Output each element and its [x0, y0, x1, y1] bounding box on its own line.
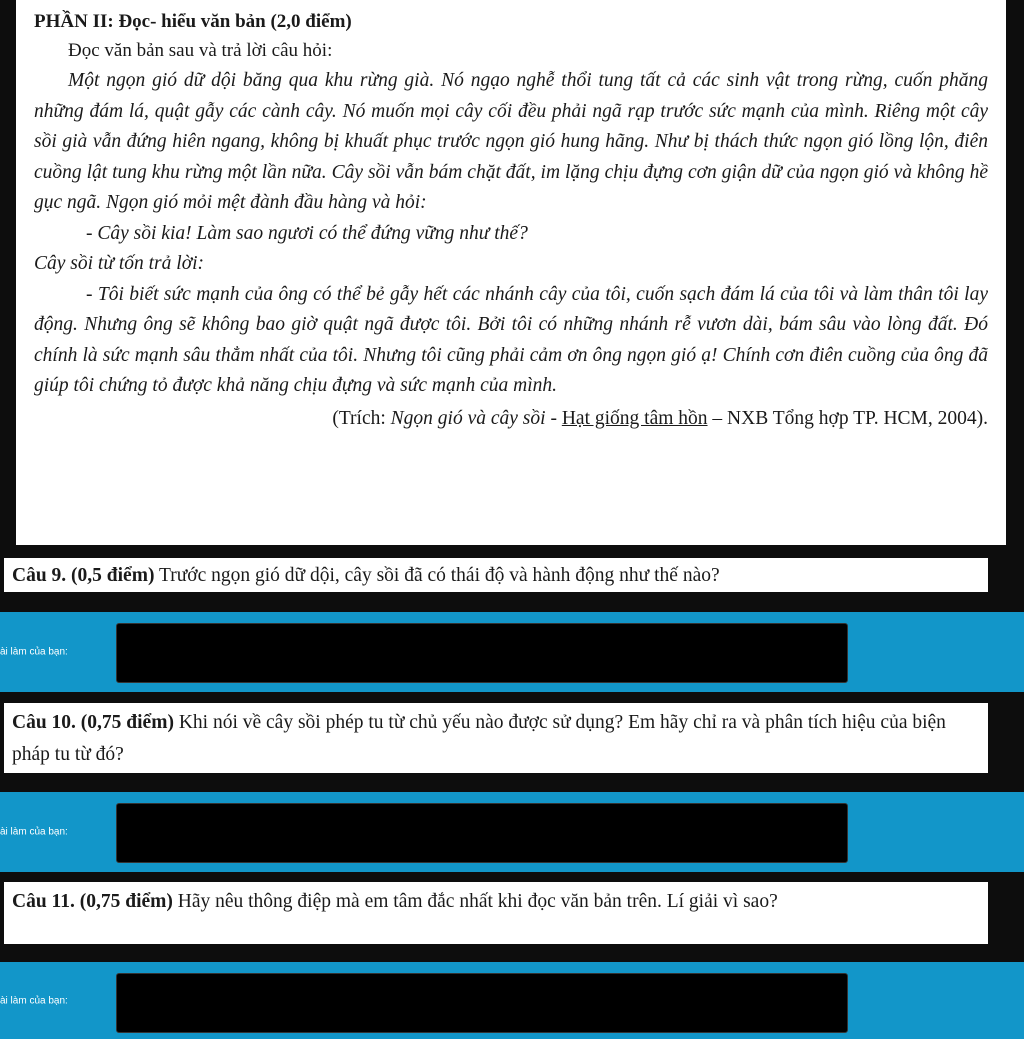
- question-11-number: Câu 11. (0,75 điểm): [12, 891, 173, 912]
- story-dialog-2: - Tôi biết sức mạnh của ông có thể bẻ gẫy hết các nhánh cây của tôi, cuốn sạch đám lá của tôi và làm thân tôi lay động. Nhưng ông sẽ không bao giờ quật ngã được tôi. Bởi tôi có những nhánh rễ vươn dài, bám sâu vào lòng đất. Đó chính là sức mạnh sâu thẳm nhất của tôi. Nhưng tôi cũng phải cảm ơn ông ngọn gió ạ! Chính cơn điên cuồng của ông đã giúp tôi chứng tỏ được khả năng chịu đựng và sức mạnh của mình.: [34, 283, 988, 396]
- answer-area-9: [0, 612, 1024, 692]
- question-10-text: Khi nói về cây sồi phép tu từ chủ yếu nào được sử dụng? Em hãy chỉ ra và phân tích hiệu của biện pháp tu từ đó?: [12, 712, 946, 765]
- source-suffix: – NXB Tổng hợp TP. HCM, 2004).: [707, 407, 988, 429]
- section-heading: PHẦN II: Đọc- hiểu văn bản (2,0 điểm): [34, 11, 352, 32]
- story-paragraph-1: Một ngọn gió dữ dội băng qua khu rừng già. Nó ngạo nghễ thổi tung tất cả các sinh vật trong rừng, cuốn phăng những đám lá, quật gẫy các cành cây. Nó muốn mọi cây cối đều phải ngã rạp trước sức mạnh của mình. Riêng một cây sồi già vẫn đứng hiên ngang, không bị khuất phục trước ngọn gió hung hãng. Như bị thách thức ngọn gió lồng lộn, điên cuồng lật tung khu rừng một lần nữa. Cây sồi vẫn bám chặt đất, im lặng chịu đựng cơn giận dữ của ngọn gió và không hề gục ngã. Ngọn gió mỏi mệt đành đầu hàng và hỏi:: [34, 70, 988, 213]
- source-prefix: (Trích:: [332, 407, 391, 429]
- answer-label-10: ài làm của bạn:: [0, 826, 68, 838]
- answer-input-9[interactable]: [116, 623, 848, 683]
- question-10-number: Câu 10. (0,75 điểm): [12, 712, 174, 733]
- question-11-text: Hãy nêu thông điệp mà em tâm đắc nhất khi đọc văn bản trên. Lí giải vì sao?: [172, 891, 778, 912]
- source-book: Hạt giống tâm hồn: [561, 407, 708, 429]
- question-9: [4, 558, 988, 592]
- question-9-text: Trước ngọn gió dữ dội, cây sồi đã có thái độ và hành động như thế nào?: [154, 565, 720, 586]
- source-citation: [34, 404, 988, 434]
- answer-label-11: ài làm của bạn:: [0, 995, 68, 1006]
- answer-area-11: [0, 962, 1024, 1039]
- answer-input-11[interactable]: [116, 973, 848, 1033]
- instruction-text: Đọc văn bản sau và trả lời câu hỏi:: [68, 40, 333, 61]
- story-paragraph-2: Cây sồi từ tốn trả lời:: [34, 253, 205, 274]
- question-9-number: Câu 9. (0,5 điểm): [12, 565, 155, 586]
- answer-label-9: ài làm của bạn:: [0, 646, 68, 658]
- story-dialog-1: - Cây sồi kia! Làm sao ngươi có thể đứng vững như thế?: [86, 222, 528, 244]
- answer-input-10[interactable]: [116, 803, 848, 863]
- answer-area-10: [0, 792, 1024, 872]
- question-10: [4, 703, 988, 773]
- source-title: Ngọn gió và cây sồi: [390, 407, 546, 429]
- reading-passage: [16, 0, 1006, 545]
- question-11: [4, 882, 988, 944]
- source-separator: -: [545, 407, 562, 429]
